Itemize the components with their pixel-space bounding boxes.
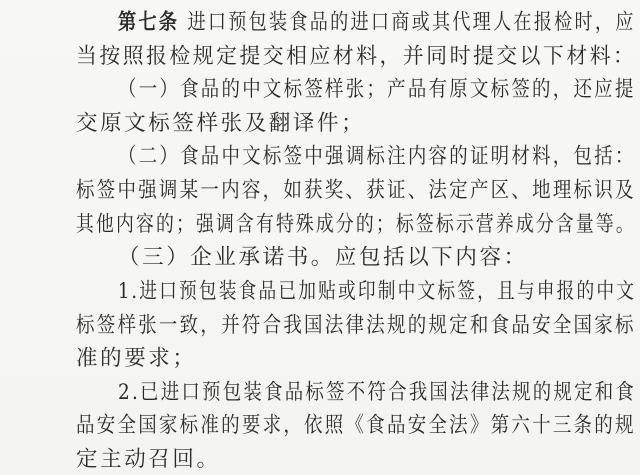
item-2-line-1: （二）食品中文标签中强调标注内容的证明材料，包括： (118, 144, 636, 170)
commitment-1-line-3: 准的要求； (76, 346, 197, 372)
commitment-2-line-1: 2.已进口预包装食品标签不符合我国法律法规的规定和食 (118, 379, 637, 405)
commitment-1-line-1: 1.进口预包装食品已加贴或印制中文标签，且与申报的中文 (118, 278, 637, 304)
item-1-line-2: 交原文标签样张及翻译件； (76, 110, 366, 136)
item-2-line-3: 其他内容的；强调含有特殊成分的；标签标示营养成分含量等。 (76, 211, 636, 237)
item-2-line-2: 标签中强调某一内容，如获奖、获证、法定产区、地理标识及 (76, 178, 636, 204)
commitment-1-line-2: 标签样张一致，并符合我国法律法规的规定和食品安全国家标 (76, 312, 636, 338)
article-7-line-1 (118, 10, 636, 36)
article-7-line-2: 当按照报检规定提交相应材料，并同时提交以下材料： (76, 43, 637, 69)
item-1-line-1: （一）食品的中文标签样张；产品有原文标签的，还应提 (118, 77, 636, 103)
commitment-2-line-2: 品安全国家标准的要求，依照《食品安全法》第六十三条的规 (76, 413, 636, 439)
item-3-line-1: （三）企业承诺书。应包括以下内容： (118, 245, 528, 271)
article-heading: 第七条 (118, 10, 180, 35)
commitment-2-line-3: 定主动召回。 (76, 447, 221, 472)
article-text: 进口预包装食品的进口商或其代理人在报检时，应 (187, 10, 636, 35)
